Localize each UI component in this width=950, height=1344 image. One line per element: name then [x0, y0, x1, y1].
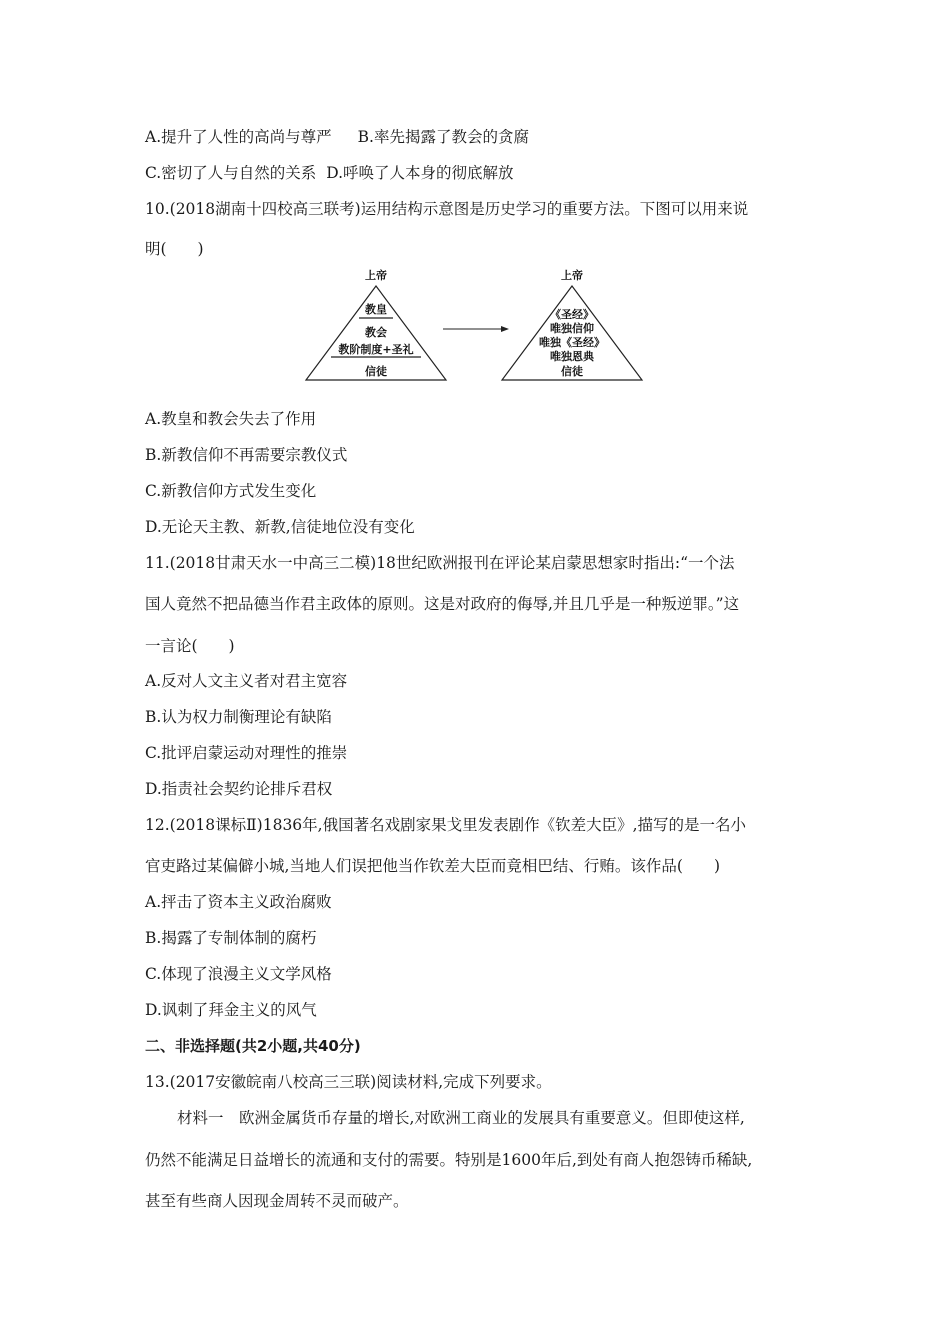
- q12-stem-line-1: 12.(2018课标Ⅱ)1836年,俄国著名戏剧家果戈里发表剧作《钦差大臣》,描写的是一名小: [145, 816, 747, 834]
- q12-option-b: B.揭露了专制体制的腐朽: [145, 929, 317, 947]
- left-tier-believers: 信徒: [365, 365, 387, 378]
- material-1-line-3: 甚至有些商人因现金周转不灵而破产。: [145, 1192, 409, 1210]
- q9-option-d: D.呼唤了人本身的彻底解放: [326, 164, 514, 182]
- right-line-scripture-alone: 唯独《圣经》: [539, 336, 605, 349]
- q9-option-b: B.率先揭露了教会的贪腐: [357, 128, 529, 146]
- left-tier-church: 教会: [365, 326, 387, 339]
- transition-arrow: [443, 326, 509, 332]
- left-tier-pope: 教皇: [365, 303, 387, 316]
- q10-stem-line-1: 10.(2018湖南十四校高三联考)运用结构示意图是历史学习的重要方法。下图可以用来说: [145, 200, 749, 218]
- left-top-label: 上帝: [365, 269, 387, 282]
- q9-option-a: A.提升了人性的高尚与尊严: [145, 128, 332, 146]
- section-heading: 二、非选择题(共2小题,共40分): [145, 1037, 361, 1055]
- right-line-bible: 《圣经》: [550, 308, 594, 321]
- catholic-pyramid: [306, 268, 446, 380]
- q11-option-a: A.反对人文主义者对君主宽容: [145, 672, 348, 690]
- right-top-label: 上帝: [561, 269, 583, 282]
- q11-stem-line-1: 11.(2018甘肃天水一中高三二模)18世纪欧洲报刊在评论某启蒙思想家时指出:“一个法: [145, 554, 735, 572]
- q9-option-c: C.密切了人与自然的关系: [145, 164, 317, 182]
- q9-options-row-2: [145, 163, 514, 183]
- q12-stem-line-2: 官吏路过某偏僻小城,当地人们误把他当作钦差大臣而竟相巴结、行贿。该作品( ): [145, 857, 721, 875]
- q10-option-b: B.新教信仰不再需要宗教仪式: [145, 446, 348, 464]
- protestant-pyramid: [502, 268, 642, 380]
- q11-option-d: D.指责社会契约论排斥君权: [145, 780, 333, 798]
- q11-stem-line-3: 一言论( ): [145, 637, 235, 655]
- q10-option-c: C.新教信仰方式发生变化: [145, 482, 317, 500]
- q11-stem-line-2: 国人竟然不把品德当作君主政体的原则。这是对政府的侮辱,并且几乎是一种叛逆罪。”这: [145, 595, 740, 613]
- q10-option-d: D.无论天主教、新教,信徒地位没有变化: [145, 518, 415, 536]
- material-1-line-2: 仍然不能满足日益增长的流通和支付的需要。特别是1600年后,到处有商人抱怨铸币稀缺,: [145, 1151, 753, 1169]
- right-line-believers: 信徒: [561, 365, 583, 378]
- q12-option-d: D.讽刺了拜金主义的风气: [145, 1001, 317, 1019]
- right-line-grace-alone: 唯独恩典: [550, 350, 594, 363]
- right-line-faith-alone: 唯独信仰: [550, 322, 594, 335]
- q12-option-a: A.抨击了资本主义政治腐败: [145, 893, 332, 911]
- q13-stem: 13.(2017安徽皖南八校高三三联)阅读材料,完成下列要求。: [145, 1073, 552, 1091]
- q9-options-row-1: [145, 127, 529, 147]
- material-1-line-1: 材料一 欧洲金属货币存量的增长,对欧洲工商业的发展具有重要意义。但即使这样,: [177, 1109, 745, 1127]
- q10-stem-line-2: 明( ): [145, 240, 204, 258]
- q10-option-a: A.教皇和教会失去了作用: [145, 410, 317, 428]
- left-tier-hierarchy: 教阶制度+圣礼: [338, 343, 414, 356]
- q11-option-c: C.批评启蒙运动对理性的推崇: [145, 744, 348, 762]
- q12-option-c: C.体现了浪漫主义文学风格: [145, 965, 332, 983]
- q11-option-b: B.认为权力制衡理论有缺陷: [145, 708, 332, 726]
- church-structure-diagram: [300, 266, 650, 384]
